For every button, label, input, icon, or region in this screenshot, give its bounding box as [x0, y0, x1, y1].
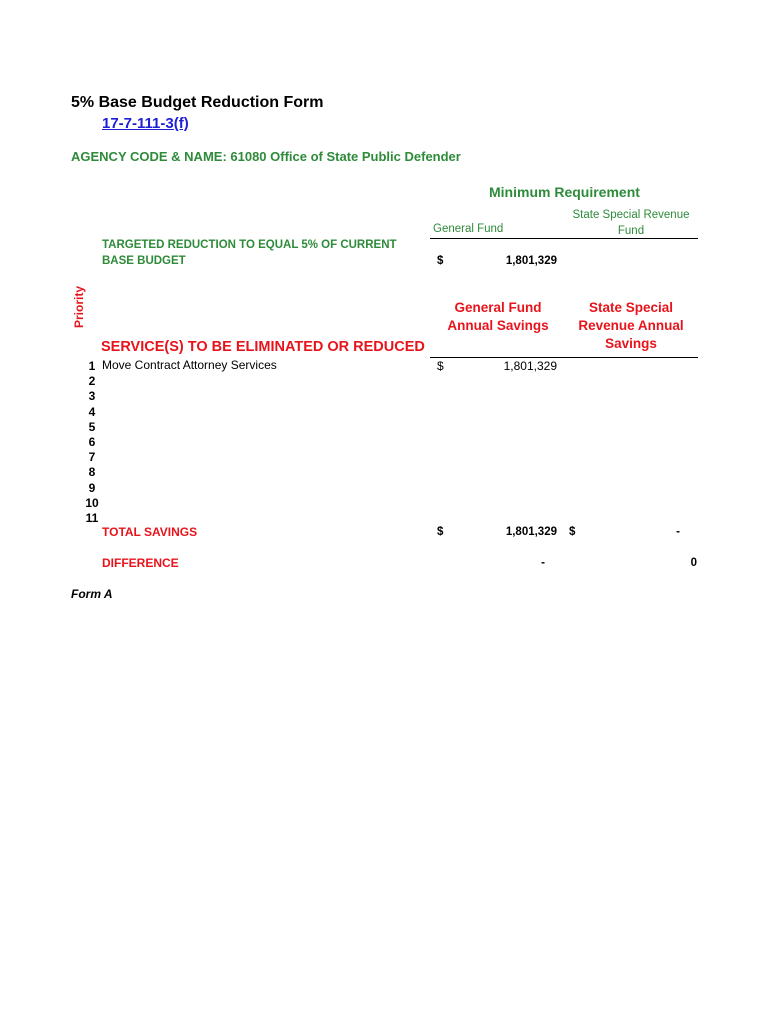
service-row-amount: 1,801,329 — [503, 359, 557, 373]
services-heading: SERVICE(S) TO BE ELIMINATED OR REDUCED — [101, 339, 425, 355]
priority-number: 3 — [88, 389, 96, 404]
targeted-reduction-label: TARGETED REDUCTION TO EQUAL 5% OF CURRENT BASE BUDGET — [102, 239, 397, 267]
service-row-label: Move Contract Attorney Services — [102, 358, 277, 372]
agency-code-name: AGENCY CODE & NAME: 61080 Office of State Public Defender — [71, 149, 461, 164]
statute-link[interactable]: 17-7-111-3(f) — [102, 115, 189, 132]
minimum-requirement-heading: Minimum Requirement — [489, 184, 640, 200]
priority-numbers — [83, 359, 101, 526]
priority-number: 4 — [88, 404, 96, 419]
total-savings-label: TOTAL SAVINGS — [102, 525, 198, 539]
state-special-annual-savings-header: State Special Revenue Annual Savings — [578, 300, 684, 351]
priority-label: Priority — [72, 285, 86, 328]
priority-number: 6 — [88, 434, 96, 449]
service-row-dollar: $ — [437, 359, 444, 373]
difference-label: DIFFERENCE — [102, 556, 179, 570]
priority-number: 8 — [88, 465, 96, 480]
targeted-dollar-sign: $ — [437, 255, 444, 267]
services-divider — [430, 357, 698, 358]
priority-number: 11 — [85, 510, 99, 525]
priority-number: 2 — [88, 374, 96, 389]
priority-number: 1 — [88, 359, 96, 373]
form-title: 5% Base Budget Reduction Form — [71, 94, 324, 111]
difference-ss: 0 — [690, 557, 697, 569]
priority-number: 9 — [88, 480, 96, 495]
general-fund-header: General Fund — [433, 223, 504, 235]
total-gf-dollar-sign: $ — [437, 526, 444, 538]
general-fund-annual-savings-header: General Fund Annual Savings — [447, 300, 549, 333]
targeted-amount: 1,801,329 — [505, 255, 557, 267]
priority-number: 7 — [88, 450, 96, 465]
total-ss-amount: - — [676, 526, 680, 538]
total-ss-dollar-sign: $ — [569, 526, 576, 538]
difference-gf: - — [541, 557, 545, 569]
total-gf-amount: 1,801,329 — [505, 526, 557, 538]
header-divider — [430, 238, 698, 239]
priority-number: 10 — [85, 495, 99, 510]
state-special-revenue-fund-header: State Special Revenue Fund — [572, 209, 690, 237]
priority-number: 5 — [88, 419, 96, 434]
form-footer-label: Form A — [71, 587, 113, 601]
